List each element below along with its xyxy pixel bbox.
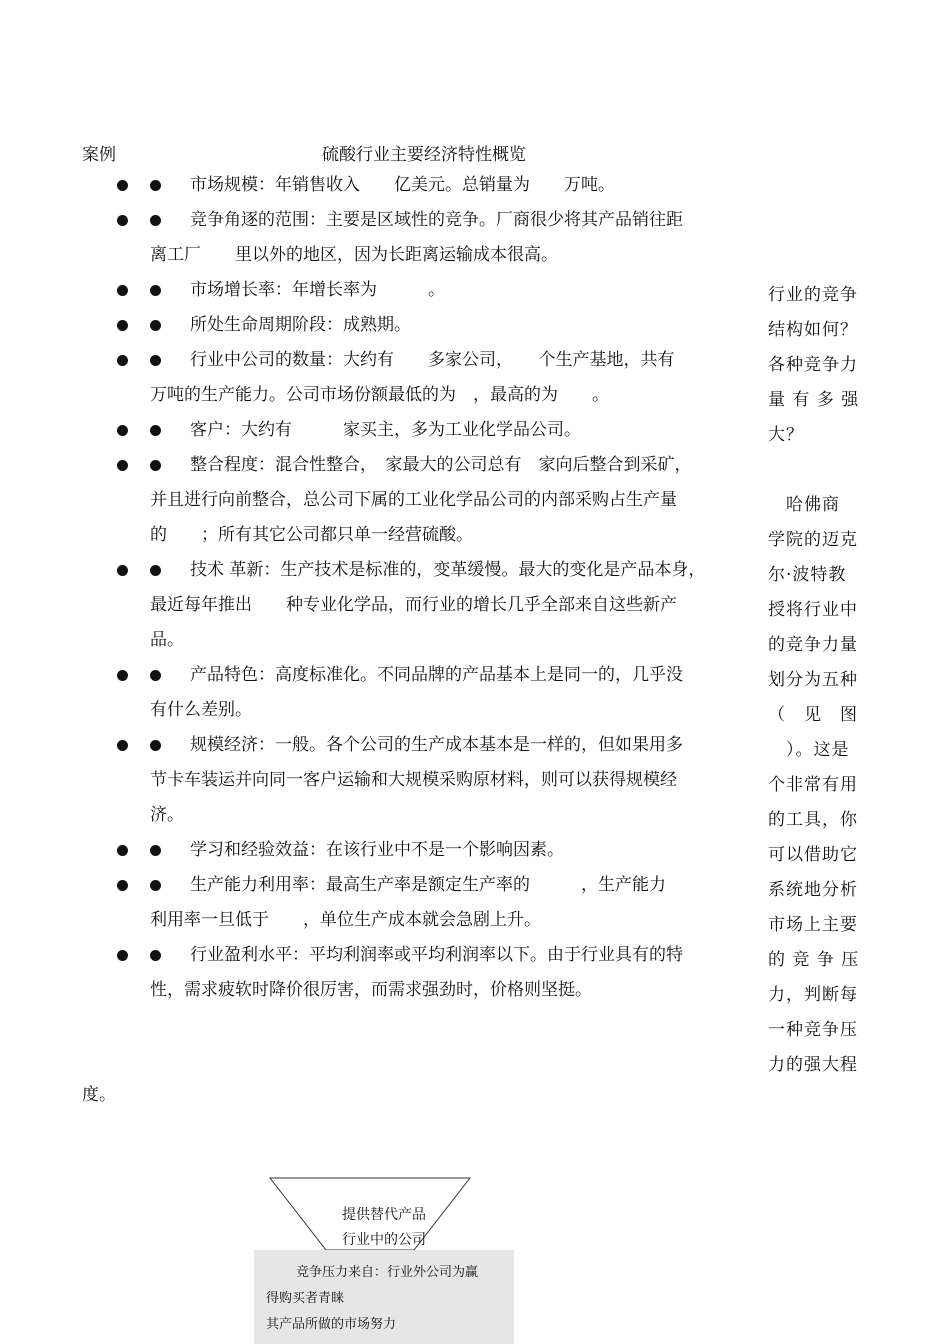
list-item: [110, 273, 750, 308]
sidebar-line: 量 有 多 强: [768, 390, 860, 410]
bullet-icon: [150, 880, 161, 891]
box-line-2: 得购买者青睐: [266, 1291, 345, 1306]
box-line-3: 其产品所做的市场努力: [266, 1317, 397, 1332]
item-line: 利用率一旦低于 ，单位生产成本就会急剧上升。: [150, 910, 541, 930]
case-label: 案例: [82, 145, 116, 165]
bullet-icon: [150, 355, 161, 366]
item-line: 规模经济：一般。各个公司的生产成本基本是一样的，但如果用多: [190, 735, 683, 755]
sidebar-line: 力的强大程: [768, 1055, 858, 1075]
sidebar-line: 力，判断每: [768, 985, 858, 1005]
document-title: 硫酸行业主要经济特性概览: [322, 145, 526, 165]
bullet-icon: [150, 425, 161, 436]
bullet-icon: [117, 425, 128, 436]
sidebar-line: 结构如何？: [768, 320, 858, 340]
item-line: 节卡车装运并向同一客户运输和大规模采购原材料，则可以获得规模经: [150, 770, 677, 790]
item-line: 整合程度：混合性整合， 家最大的公司总有 家向后整合到采矿，: [190, 455, 692, 475]
sidebar-line: 大？: [768, 425, 804, 445]
box-line-1: 竞争压力来自：行业外公司为赢: [296, 1265, 479, 1280]
bullet-icon: [117, 740, 128, 751]
bullet-icon: [117, 845, 128, 856]
bullet-icon: [150, 845, 161, 856]
list-item: [110, 168, 750, 203]
sidebar-line: 授将行业中: [768, 600, 858, 620]
item-line: 行业盈利水平：平均利润率或平均利润率以下。由于行业具有的特: [190, 945, 683, 965]
sidebar-line: 尔·波特教: [768, 565, 847, 585]
sidebar-line: 系统地分析: [768, 880, 858, 900]
item-line: 产品特色：高度标准化。不同品牌的产品基本上是同一的，几乎没: [190, 665, 683, 685]
item-line: 技术 革新：生产技术是标准的，变革缓慢。最大的变化是产品本身，: [190, 560, 706, 580]
item-line: 的 ；所有其它公司都只单一经营硫酸。: [150, 525, 473, 545]
sidebar-line: （ 见 图: [768, 705, 858, 725]
item-line: 有什么差别。: [150, 700, 252, 720]
sidebar-line: 学院的迈克: [768, 530, 858, 550]
sidebar-note-tail: 度。: [82, 1085, 116, 1105]
list-item: [110, 448, 750, 553]
sidebar-line: 个非常有用: [768, 775, 858, 795]
sidebar-line: 的工具，你: [768, 810, 858, 830]
list-item: [110, 343, 750, 413]
bullet-icon: [150, 180, 161, 191]
bullet-icon: [117, 285, 128, 296]
item-line: 生产能力利用率：最高生产率是额定生产率的 ，生产能力: [190, 875, 666, 895]
bullet-icon: [117, 880, 128, 891]
bullet-icon: [117, 670, 128, 681]
triangle-label-2: 行业中的公司: [342, 1232, 426, 1248]
bullet-icon: [150, 215, 161, 226]
sidebar-note: [768, 278, 870, 1083]
bullet-icon: [117, 565, 128, 576]
sidebar-line: 各种竞争力: [768, 355, 858, 375]
list-item: [110, 553, 750, 658]
bullet-icon: [150, 320, 161, 331]
sidebar-line: 哈佛商: [768, 495, 840, 515]
list-item: [110, 938, 750, 1008]
list-item: [110, 868, 750, 938]
sidebar-line: ）。这是: [768, 740, 850, 760]
item-line: 离工厂 里以外的地区，因为长距离运输成本很高。: [150, 245, 558, 265]
bullet-icon: [150, 460, 161, 471]
item-line: 性，需求疲软时降价很厉害，而需求强劲时，价格则坚挺。: [150, 980, 592, 1000]
item-line: 品。: [150, 630, 184, 650]
item-line: 学习和经验效益：在该行业中不是一个影响因素。: [190, 840, 564, 860]
sidebar-line: 行业的竞争: [768, 285, 858, 305]
sidebar-line: 划分为五种: [768, 670, 858, 690]
sidebar-line: 一种竞争压: [768, 1020, 858, 1040]
item-line: 竞争角逐的范围：主要是区域性的竞争。厂商很少将其产品销往距: [190, 210, 683, 230]
sidebar-line: 可以借助它: [768, 845, 858, 865]
bullet-icon: [117, 950, 128, 961]
item-line: 万吨的生产能力。公司市场份额最低的为 ，最高的为 。: [150, 385, 609, 405]
bullet-icon: [117, 215, 128, 226]
item-line: 行业中公司的数量：大约有 多家公司， 个生产基地，共有: [190, 350, 675, 370]
item-line: 市场规模：年销售收入 亿美元。总销量为 万吨。: [190, 175, 615, 195]
sidebar-line: [768, 453, 870, 488]
list-item: [110, 203, 750, 273]
pressure-box: [254, 1250, 514, 1344]
triangle-label-1: 提供替代产品: [342, 1207, 426, 1223]
list-item: [110, 308, 750, 343]
bullet-icon: [150, 285, 161, 296]
sidebar-line: 的 竞 争 压: [768, 950, 860, 970]
list-item: [110, 658, 750, 728]
item-line: 客户：大约有 家买主，多为工业化学品公司。: [190, 420, 581, 440]
bullet-icon: [117, 460, 128, 471]
list-item: [110, 413, 750, 448]
bullet-icon: [117, 320, 128, 331]
sidebar-line: 的竞争力量: [768, 635, 858, 655]
item-line: 济。: [150, 805, 184, 825]
characteristics-list: [110, 168, 750, 1008]
sidebar-line: 市场上主要: [768, 915, 858, 935]
item-line: 市场增长率：年增长率为 。: [190, 280, 445, 300]
list-item: [110, 833, 750, 868]
bullet-icon: [117, 355, 128, 366]
bullet-icon: [150, 565, 161, 576]
bullet-icon: [150, 670, 161, 681]
item-line: 所处生命周期阶段：成熟期。: [190, 315, 411, 335]
list-item: [110, 728, 750, 833]
competitive-forces-diagram: [252, 1172, 516, 1344]
item-line: 并且进行向前整合，总公司下属的工业化学品公司的内部采购占生产量: [150, 490, 677, 510]
bullet-icon: [150, 950, 161, 961]
bullet-icon: [117, 180, 128, 191]
item-line: 最近每年推出 种专业化学品，而行业的增长几乎全部来自这些新产: [150, 595, 677, 615]
bullet-icon: [150, 740, 161, 751]
